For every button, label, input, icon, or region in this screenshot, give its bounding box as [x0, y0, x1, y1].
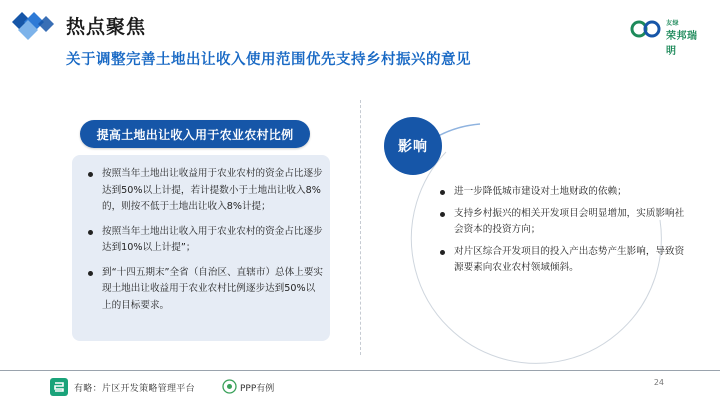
page-subtitle: 关于调整完善土地出让收入使用范围优先支持乡村振兴的意见 — [66, 52, 471, 68]
list-item: 到“十四五期末”全省（自治区、直辖市）总体上要实现土地出让收益用于农业农村比例逐步达到50%以上的目标要求。 — [88, 265, 324, 315]
page-number: 24 — [653, 378, 664, 387]
wechat-ppp-icon — [222, 379, 237, 394]
header-logo-icon — [12, 10, 56, 42]
brand-logo — [630, 18, 704, 57]
brand-name: 荣邦瑞明 — [666, 31, 698, 57]
list-item: 支持乡村振兴的相关开发项目会明显增加，实质影响社会资本的投资方向； — [440, 206, 690, 239]
section-pill-label: 提高土地出让收入用于农业农村比例 — [80, 120, 310, 148]
footer-source2-text: PPP有例 — [240, 384, 275, 394]
brand-mark-icon — [630, 20, 662, 38]
footer-source-text: 有略：片区开发策略管理平台 — [74, 384, 195, 394]
right-bullet-list — [440, 184, 690, 282]
brand-top-text: 友绿 — [666, 20, 680, 27]
left-bullet-list — [88, 166, 324, 322]
footer-logo-icon — [50, 378, 68, 396]
list-item: 按照当年土地出让收入用于农业农村的资金占比逐步达到10%以上计提”； — [88, 224, 324, 257]
list-item: 按照当年土地出让收益用于农业农村的资金占比逐步达到50%以上计提，若计提数小于土地出让收入8%的，则按不低于土地出让收入8%计提； — [88, 166, 324, 216]
list-item: 对片区综合开发项目的投入产出态势产生影响，导致资源要素向农业农村领域倾斜。 — [440, 244, 690, 277]
impact-circle-badge: 影响 — [384, 117, 442, 175]
list-item: 进一步降低城市建设对土地财政的依赖； — [440, 184, 690, 201]
page-title: 热点聚焦 — [66, 16, 147, 38]
footer-divider — [0, 370, 720, 371]
